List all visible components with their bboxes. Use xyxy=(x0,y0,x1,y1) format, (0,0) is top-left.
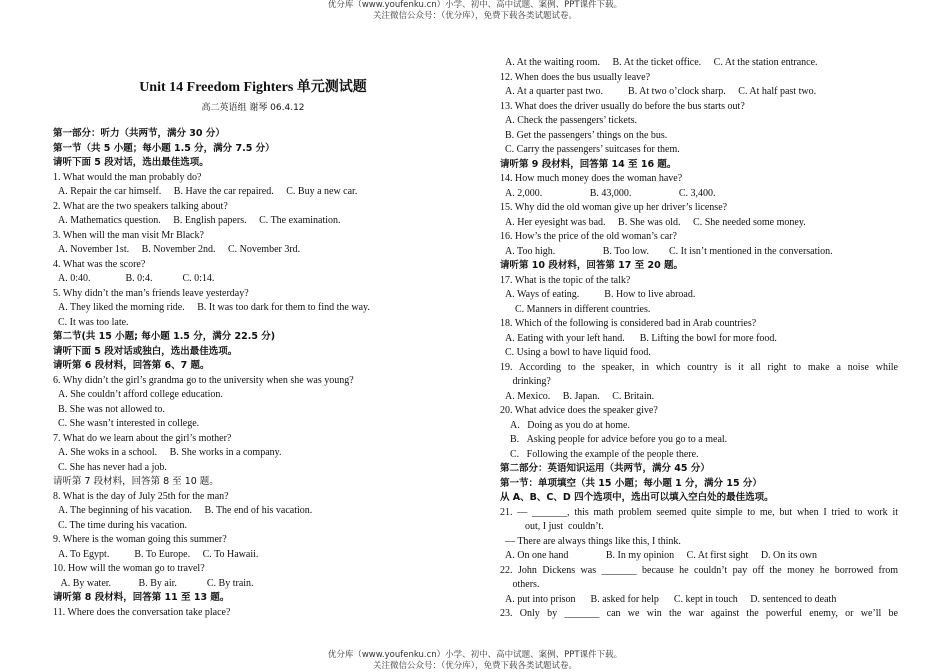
text-line: A. Eating with your left hand. B. Lifting the bowl for more food. xyxy=(500,332,777,344)
text-line: A. Doing as you do at home. xyxy=(500,419,630,431)
bottom-banner-line-1: 优分库（www.youfenku.cn）小学、初中、高中试题、案例、PPT课件下载。 xyxy=(327,650,623,660)
text-line: A. Ways of eating. B. How to live abroad. xyxy=(500,289,696,300)
text-line: 23. Only by _______ can we win the war against the powerful enemy, or we’ll be xyxy=(500,608,898,619)
document-title: Unit 14 Freedom Fighters 单元测试题 xyxy=(139,80,367,95)
text-line: 21. — _______, this math problem seemed quite simple to me, but when I tried to work it xyxy=(500,506,898,518)
text-line: out, I just couldn’t. xyxy=(500,521,604,532)
text-line: 请听第 7 段材料，回答第 8 至 10 题。 xyxy=(53,476,219,487)
text-line: A. Check the passengers’ tickets. xyxy=(500,115,637,126)
text-line: B. Get the passengers’ things on the bus. xyxy=(500,129,668,141)
text-line: C. Carry the passengers’ suitcases for them. xyxy=(500,144,680,155)
bottom-banner xyxy=(0,650,950,672)
text-line: A. November 1st. B. November 2nd. C. November 3rd. xyxy=(53,244,301,255)
text-line: 第二节(共 15 小题; 每小题 1.5 分，满分 22.5 分) xyxy=(53,331,276,342)
text-line: 19. According to the speaker, in which country is it all right to make a noise while xyxy=(500,361,898,373)
text-line: A. put into prison B. asked for help C. kept in touch D. sentenced to death xyxy=(500,593,837,605)
text-line: 请听下面 5 段对话，选出最佳选项。 xyxy=(53,157,209,168)
text-line: 14. How much money does the woman have? xyxy=(500,173,683,184)
text-line: 9. Where is the woman going this summer? xyxy=(53,534,227,545)
text-line: 12. When does the bus usually leave? xyxy=(500,71,651,83)
text-line: 请听下面 5 段对话或独白，选出最佳选项。 xyxy=(53,345,238,357)
text-line: 18. Which of the following is considered bad in Arab countries? xyxy=(500,318,757,329)
text-line: C. Following the example of the people there. xyxy=(500,448,699,460)
text-line: 13. What does the driver usually do before the bus starts out? xyxy=(500,100,745,112)
text-line: A. At the waiting room. B. At the ticket office. C. At the station entrance. xyxy=(500,57,818,68)
text-line: 1. What would the man probably do? xyxy=(53,171,202,183)
text-line: 15. Why did the old woman give up her driver’s license? xyxy=(500,202,728,213)
text-line: A. 0:40. B. 0:4. C. 0:14. xyxy=(53,273,215,284)
text-line: B. She was not allowed to. xyxy=(53,403,165,415)
text-line: drinking? xyxy=(500,376,551,387)
top-banner xyxy=(0,0,950,22)
text-line: C. She has never had a job. xyxy=(53,461,167,473)
text-line: A. Mexico. B. Japan. C. Britain. xyxy=(500,390,655,402)
text-line: 7. What do we learn about the girl’s mother? xyxy=(53,432,232,444)
text-line: C. It was too late. xyxy=(53,316,129,328)
text-line: 从 A、B、C、D 四个选项中，选出可以填入空白处的最佳选项。 xyxy=(500,492,774,503)
text-line: 17. What is the topic of the talk? xyxy=(500,274,631,286)
text-line: 请听第 10 段材料，回答第 17 至 20 题。 xyxy=(500,260,684,271)
document-subtitle: 高二英语组 谢琴 06.4.12 xyxy=(201,103,305,113)
text-line: B. Asking people for advice before you go to a meal. xyxy=(500,434,728,445)
text-line: A. The beginning of his vacation. B. The end of his vacation. xyxy=(53,505,313,516)
text-line: C. Using a bowl to have liquid food. xyxy=(500,347,651,358)
text-line: A. To Egypt. B. To Europe. C. To Hawaii. xyxy=(53,548,259,560)
text-line: A. Too high. B. Too low. C. It isn’t mentioned in the conversation. xyxy=(500,245,833,257)
text-line: 10. How will the woman go to travel? xyxy=(53,563,205,574)
text-line: 5. Why didn’t the man’s friends leave yesterday? xyxy=(53,287,249,299)
text-line: — There are always things like this, I think. xyxy=(500,535,681,547)
text-line: C. She wasn’t interested in college. xyxy=(53,418,200,429)
text-line: 3. When will the man visit Mr Black? xyxy=(53,229,204,241)
text-line: 20. What advice does the speaker give? xyxy=(500,405,658,416)
text-line: 第一节：单项填空（共 15 小题；每小题 1 分，满分 15 分） xyxy=(500,477,762,489)
text-line: 11. Where does the conversation take place? xyxy=(53,606,231,618)
text-line: A. Her eyesight was bad. B. She was old. C. She needed some money. xyxy=(500,216,806,228)
text-line: A. Repair the car himself. B. Have the car repaired. C. Buy a new car. xyxy=(53,186,358,197)
text-line: A. By water. B. By air. C. By train. xyxy=(53,577,254,589)
text-line: C. The time during his vacation. xyxy=(53,519,187,531)
text-line: 8. What is the day of July 25th for the man? xyxy=(53,490,229,502)
text-line: 第一部分：听力（共两节，满分 30 分） xyxy=(53,128,225,139)
text-line: A. She woks in a school. B. She works in a company. xyxy=(53,447,282,458)
text-line: A. On one hand B. In my opinion C. At first sight D. On its own xyxy=(500,550,817,561)
text-line: 请听第 8 段材料，回答第 11 至 13 题。 xyxy=(53,592,230,603)
top-banner-line-2: 关注微信公众号：（优分库），免费下载各类试题试卷。 xyxy=(372,11,577,21)
text-line: A. 2,000. B. 43,000. C. 3,400. xyxy=(500,187,716,199)
text-line: A. Mathematics question. B. English papers. C. The examination. xyxy=(53,215,341,226)
text-line: C. Manners in different countries. xyxy=(500,303,651,315)
text-line: 22. John Dickens was _______ because he couldn’t pay off the money he borrowed from xyxy=(500,564,898,576)
text-line: others. xyxy=(500,579,540,590)
text-line: 请听第 6 段材料，回答第 6、7 题。 xyxy=(53,360,210,371)
text-line: A. At a quarter past two. B. At two o’clock sharp. C. At half past two. xyxy=(500,86,817,97)
text-line: 2. What are the two speakers talking about? xyxy=(53,200,228,212)
bottom-banner-line-2: 关注微信公众号：（优分库），免费下载各类试题试卷。 xyxy=(372,661,577,671)
text-line: A. They liked the morning ride. B. It was too dark for them to find the way. xyxy=(53,302,370,313)
top-banner-line-1: 优分库（www.youfenku.cn）小学、初中、高中试题、案例、PPT课件下载。 xyxy=(327,0,623,10)
text-line: A. She couldn’t afford college education. xyxy=(53,389,223,400)
text-line: 第二部分：英语知识运用（共两节，满分 45 分） xyxy=(500,463,710,474)
text-line: 请听第 9 段材料，回答第 14 至 16 题。 xyxy=(500,158,677,170)
text-line: 4. What was the score? xyxy=(53,258,146,270)
text-line: 6. Why didn’t the girl’s grandma go to the university when she was young? xyxy=(53,374,354,386)
text-line: 第一节（共 5 小题；每小题 1.5 分，满分 7.5 分） xyxy=(53,142,275,154)
text-line: 16. How’s the price of the old woman’s car? xyxy=(500,231,677,242)
